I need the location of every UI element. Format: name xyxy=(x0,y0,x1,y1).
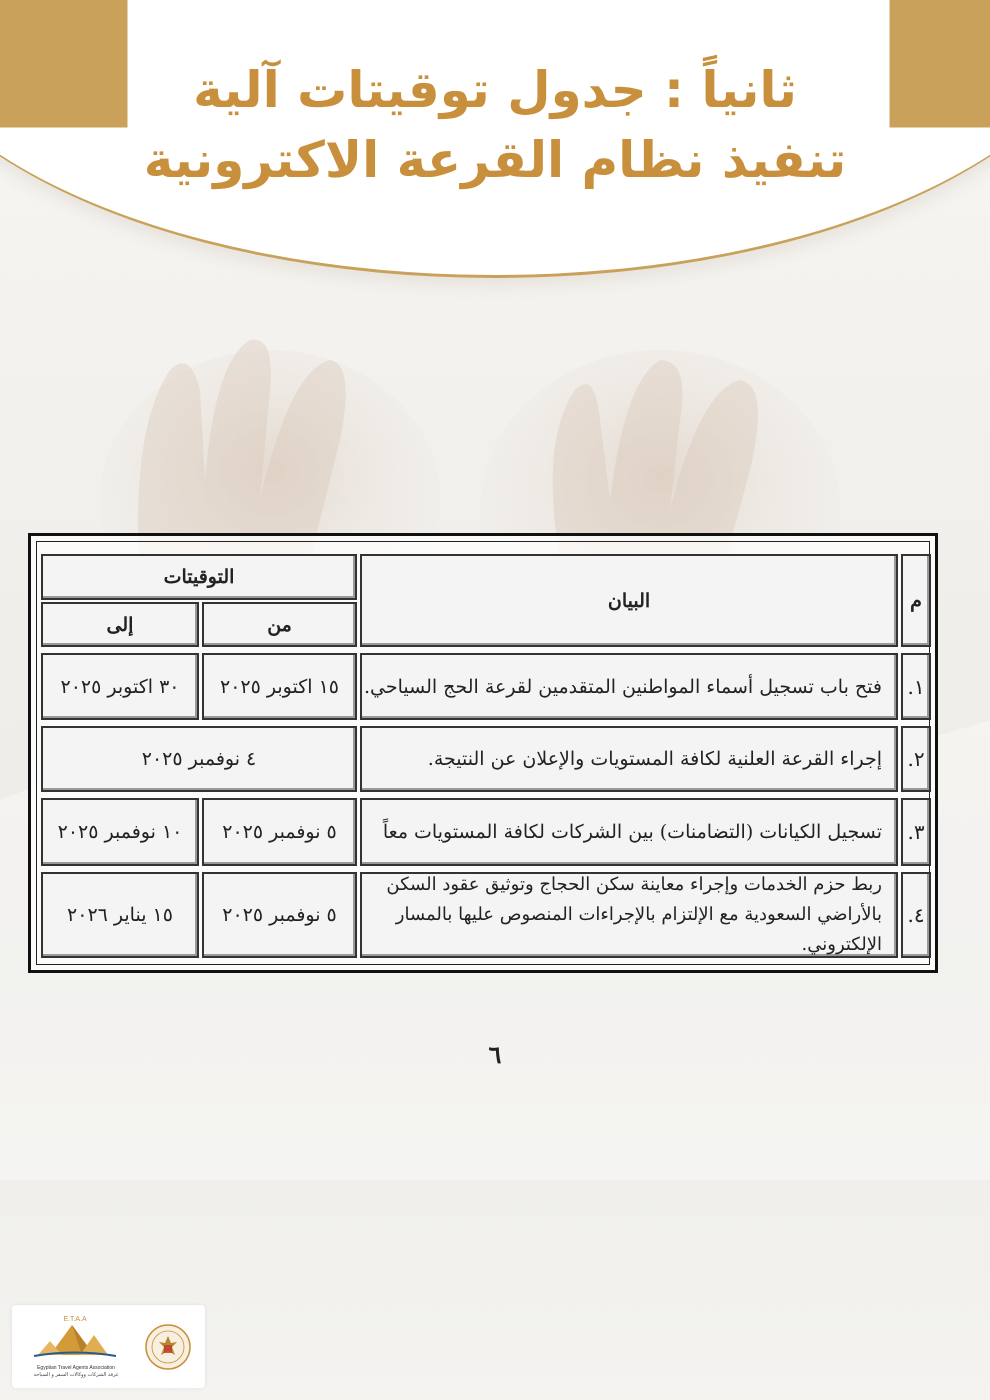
title-line-2: تنفيذ نظام القرعة الاكترونية xyxy=(143,131,847,189)
row-4-to: ١٥ يناير ٢٠٢٦ xyxy=(41,872,199,958)
header-statement: البيان xyxy=(360,554,898,647)
row-4-from: ٥ نوفمبر ٢٠٢٥ xyxy=(202,872,357,958)
etaa-pyramids-logo xyxy=(30,1311,120,1361)
page-number: ٦ xyxy=(488,1040,502,1069)
title-line-1: ثانياً : جدول توقيتات آلية xyxy=(193,61,797,119)
header-index: م xyxy=(901,554,931,647)
page-title xyxy=(0,55,990,195)
header-timings: التوقيتات xyxy=(41,554,357,600)
header-to: إلى xyxy=(41,602,199,647)
row-4-statement-line-2: بالأراضي السعودية مع الإلتزام بالإجراءات المنصوص عليها بالمسار الإلكتروني. xyxy=(395,904,882,955)
row-3-index: ٣. xyxy=(901,798,931,866)
row-2-index: ٢. xyxy=(901,726,931,792)
row-3-from: ٥ نوفمبر ٢٠٢٥ xyxy=(202,798,357,866)
row-3-to: ١٠ نوفمبر ٢٠٢٥ xyxy=(41,798,199,866)
footer-logos xyxy=(12,1305,205,1388)
row-4-statement-line-1: ربط حزم الخدمات وإجراء معاينة سكن الحجاج وتوثيق عقود السكن xyxy=(386,874,882,895)
schedule-table xyxy=(28,533,938,973)
row-3-statement: تسجيل الكيانات (التضامنات) بين الشركات لكافة المستويات معاً xyxy=(360,798,898,866)
row-2-statement: إجراء القرعة العلنية لكافة المستويات والإعلان عن النتيجة. xyxy=(360,726,898,792)
etaa-name-ar: غرفة الشركات ووكالات السفر و السياحة xyxy=(33,1372,119,1378)
schedule-table-inner-border xyxy=(36,541,930,965)
etaa-abbr: E.T.A.A xyxy=(63,1316,87,1323)
row-4-statement xyxy=(360,872,898,958)
row-2-date: ٤ نوفمبر ٢٠٢٥ xyxy=(41,726,357,792)
header-from: من xyxy=(202,602,357,647)
row-1-index: ١. xyxy=(901,653,931,720)
row-1-statement: فتح باب تسجيل أسماء المواطنين المتقدمين لقرعة الحج السياحي. xyxy=(360,653,898,720)
row-1-from: ١٥ اكتوبر ٢٠٢٥ xyxy=(202,653,357,720)
row-1-to: ٣٠ اكتوبر ٢٠٢٥ xyxy=(41,653,199,720)
row-4-index: ٤. xyxy=(901,872,931,958)
etaa-name-en: Egyptian Travel Agents Association xyxy=(37,1365,115,1371)
egypt-ministry-seal-icon xyxy=(144,1323,192,1371)
